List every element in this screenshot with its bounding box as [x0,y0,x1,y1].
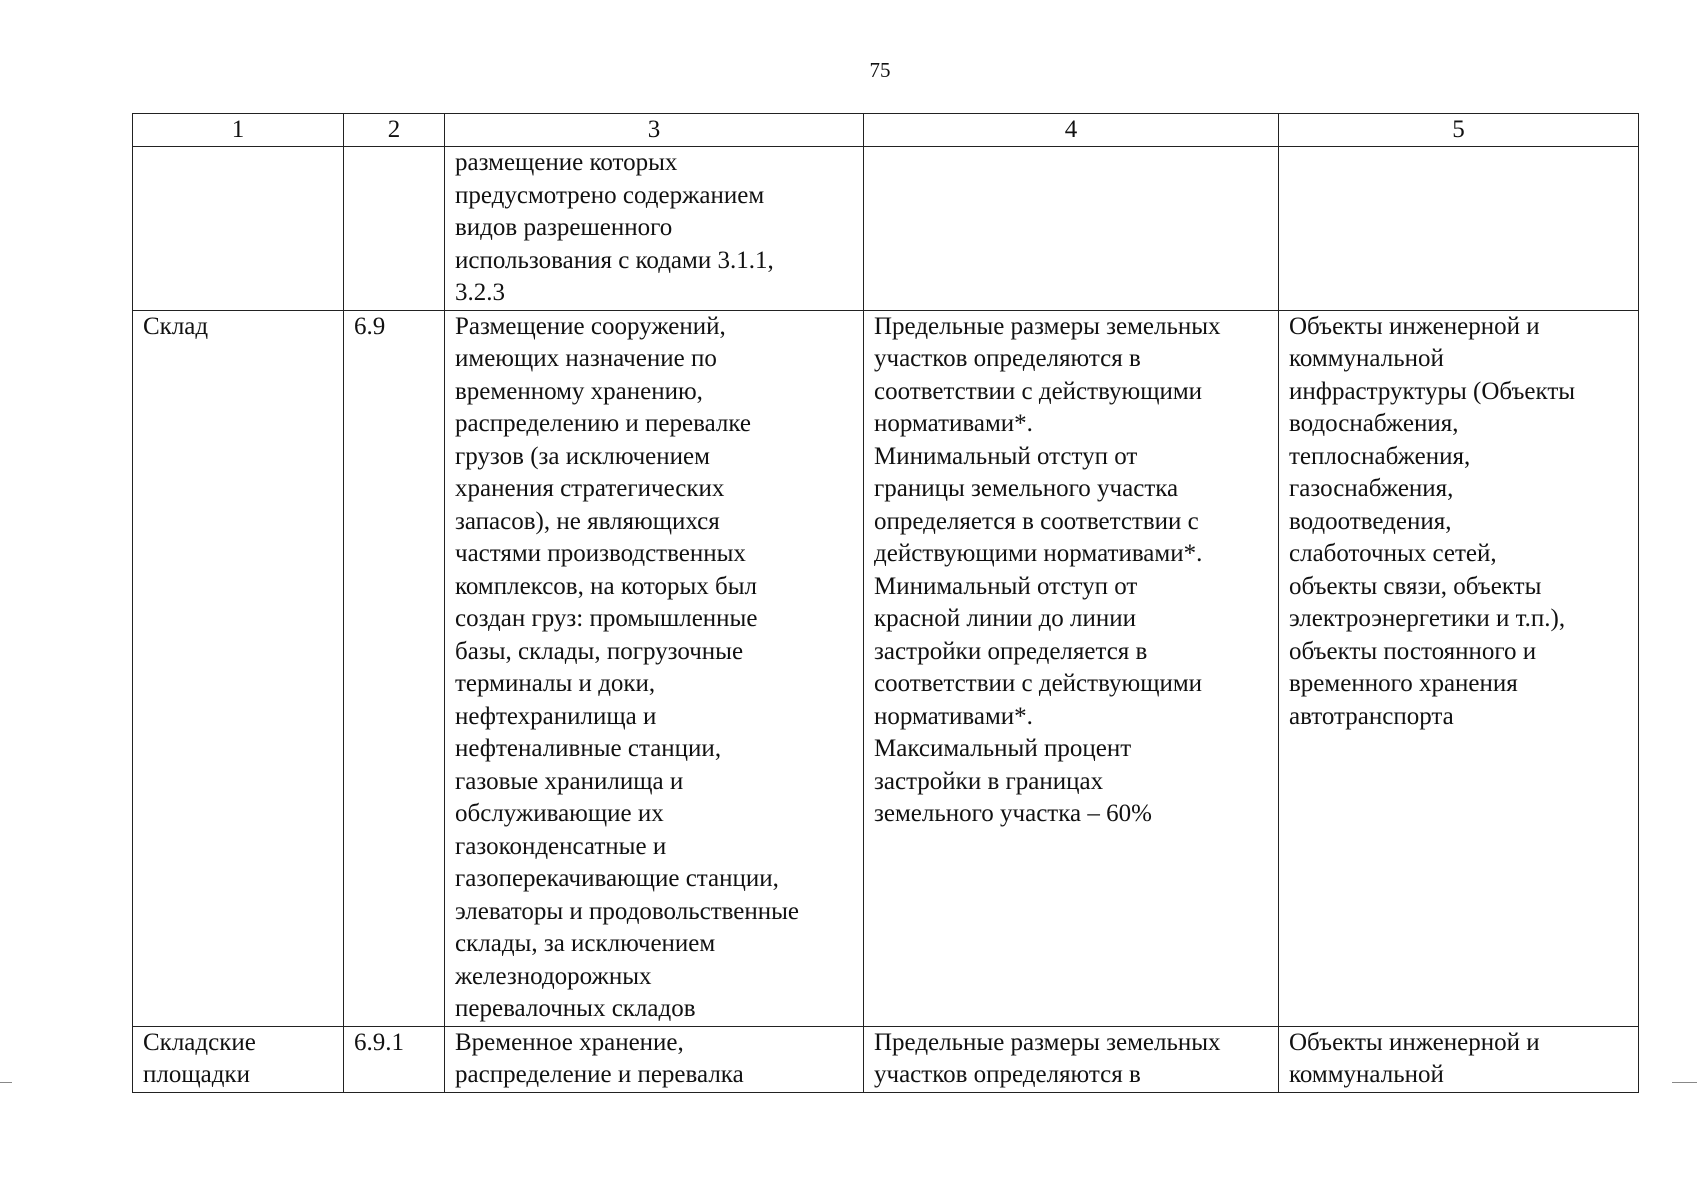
text-line: действующими нормативами*. [874,540,1203,567]
text-line: участков определяются в [874,1061,1141,1088]
column-header-1: 1 [133,114,344,147]
text-line: застройки определяется в [874,637,1148,665]
text-line: Предельные размеры земельных [874,1028,1221,1056]
text-line: границы земельного участка [874,475,1179,502]
text-line: электроэнергетики и т.п.), [1289,605,1566,632]
text-line: Временное хранение, [455,1028,684,1056]
text-line: нефтеналивные станции, [455,735,722,762]
parameters-cell [864,1026,1279,1092]
text-line: площадки [143,1061,250,1088]
text-line: водоснабжения, [1289,410,1459,437]
table-row [133,310,1639,1026]
text-line: красной линии до линии [874,605,1137,632]
text-line: газовые хранилища и [455,767,684,795]
description-cell [445,147,864,311]
text-line: слаботочных сетей, [1289,540,1497,567]
use-name-cell [133,1026,344,1092]
text-line: газоснабжения, [1289,475,1454,502]
text-line: нефтехранилища и [455,702,657,730]
page-number: 75 [869,58,891,82]
table-row [133,1026,1639,1092]
column-header-3: 3 [445,114,864,147]
text-line: коммунальной [1289,1061,1444,1088]
text-line: Объекты инженерной и [1289,312,1540,340]
zoning-table [132,113,1639,1093]
table-row [133,147,1639,311]
column-header-2: 2 [344,114,445,147]
text-line: нормативами*. [874,702,1033,730]
text-line: частями производственных [455,540,746,567]
description-cell [445,1026,864,1092]
use-name-cell: Склад [133,310,344,1026]
text-line: автотранспорта [1289,702,1454,730]
scan-artifact-left [0,1082,12,1083]
text-line: газоконденсатные и [455,832,667,860]
text-line: газоперекачивающие станции, [455,865,779,892]
text-line: определяется в соответствии с [874,507,1199,535]
text-line: распределение и перевалка [455,1061,744,1088]
text-line: обслуживающие их [455,800,664,827]
text-line: перевалочных складов [455,995,696,1022]
text-line: соответствии с действующими [874,377,1203,405]
text-line: временному хранению, [455,377,703,405]
use-code-cell: 6.9 [344,310,445,1026]
parameters-cell [864,310,1279,1026]
use-code-cell [344,147,445,311]
text-line: земельного участка – 60% [874,800,1152,827]
text-line: склады, за исключением [455,930,716,957]
text-line: участков определяются в [874,345,1141,372]
column-header-4: 4 [864,114,1279,147]
column-header-5: 5 [1279,114,1639,147]
text-line: инфраструктуры (Объекты [1289,377,1576,405]
text-line: базы, склады, погрузочные [455,637,744,665]
text-line: временного хранения [1289,670,1518,697]
parameters-cell [864,147,1279,311]
header-row [133,114,1639,147]
text-line: 3.2.3 [455,279,505,306]
text-line: Объекты инженерной и [1289,1028,1540,1056]
text-line: Минимальный отступ от [874,442,1138,470]
text-line: нормативами*. [874,410,1033,437]
text-line: железнодорожных [455,962,652,990]
text-line: запасов), не являющихся [455,507,720,535]
text-line: создан груз: промышленные [455,605,758,632]
text-line: объекты связи, объекты [1289,572,1542,600]
text-line: коммунальной [1289,345,1444,372]
auxiliary-cell [1279,147,1639,311]
text-line: соответствии с действующими [874,670,1203,697]
text-line: комплексов, на которых был [455,572,758,600]
scan-artifact-right [1672,1082,1697,1083]
text-line: распределению и перевалке [455,410,751,437]
use-code-cell: 6.9.1 [344,1026,445,1092]
text-line: Складские [143,1028,256,1056]
text-line: видов разрешенного [455,214,673,241]
text-line: Предельные размеры земельных [874,312,1221,340]
text-line: водоотведения, [1289,507,1452,535]
text-line: элеваторы и продовольственные [455,897,800,925]
auxiliary-cell [1279,310,1639,1026]
text-line: предусмотрено содержанием [455,181,765,209]
text-line: Размещение сооружений, [455,312,726,340]
text-line: имеющих назначение по [455,345,717,372]
auxiliary-cell [1279,1026,1639,1092]
text-line: хранения стратегических [455,475,725,502]
description-cell [445,310,864,1026]
text-line: терминалы и доки, [455,670,656,697]
text-line: застройки в границах [874,767,1104,795]
text-line: использования с кодами 3.1.1, [455,246,774,274]
text-line: объекты постоянного и [1289,637,1537,665]
text-line: теплоснабжения, [1289,442,1471,470]
use-name-cell [133,147,344,311]
text-line: грузов (за исключением [455,442,710,470]
text-line: Максимальный процент [874,735,1132,762]
text-line: Минимальный отступ от [874,572,1138,600]
text-line: размещение которых [455,149,678,176]
